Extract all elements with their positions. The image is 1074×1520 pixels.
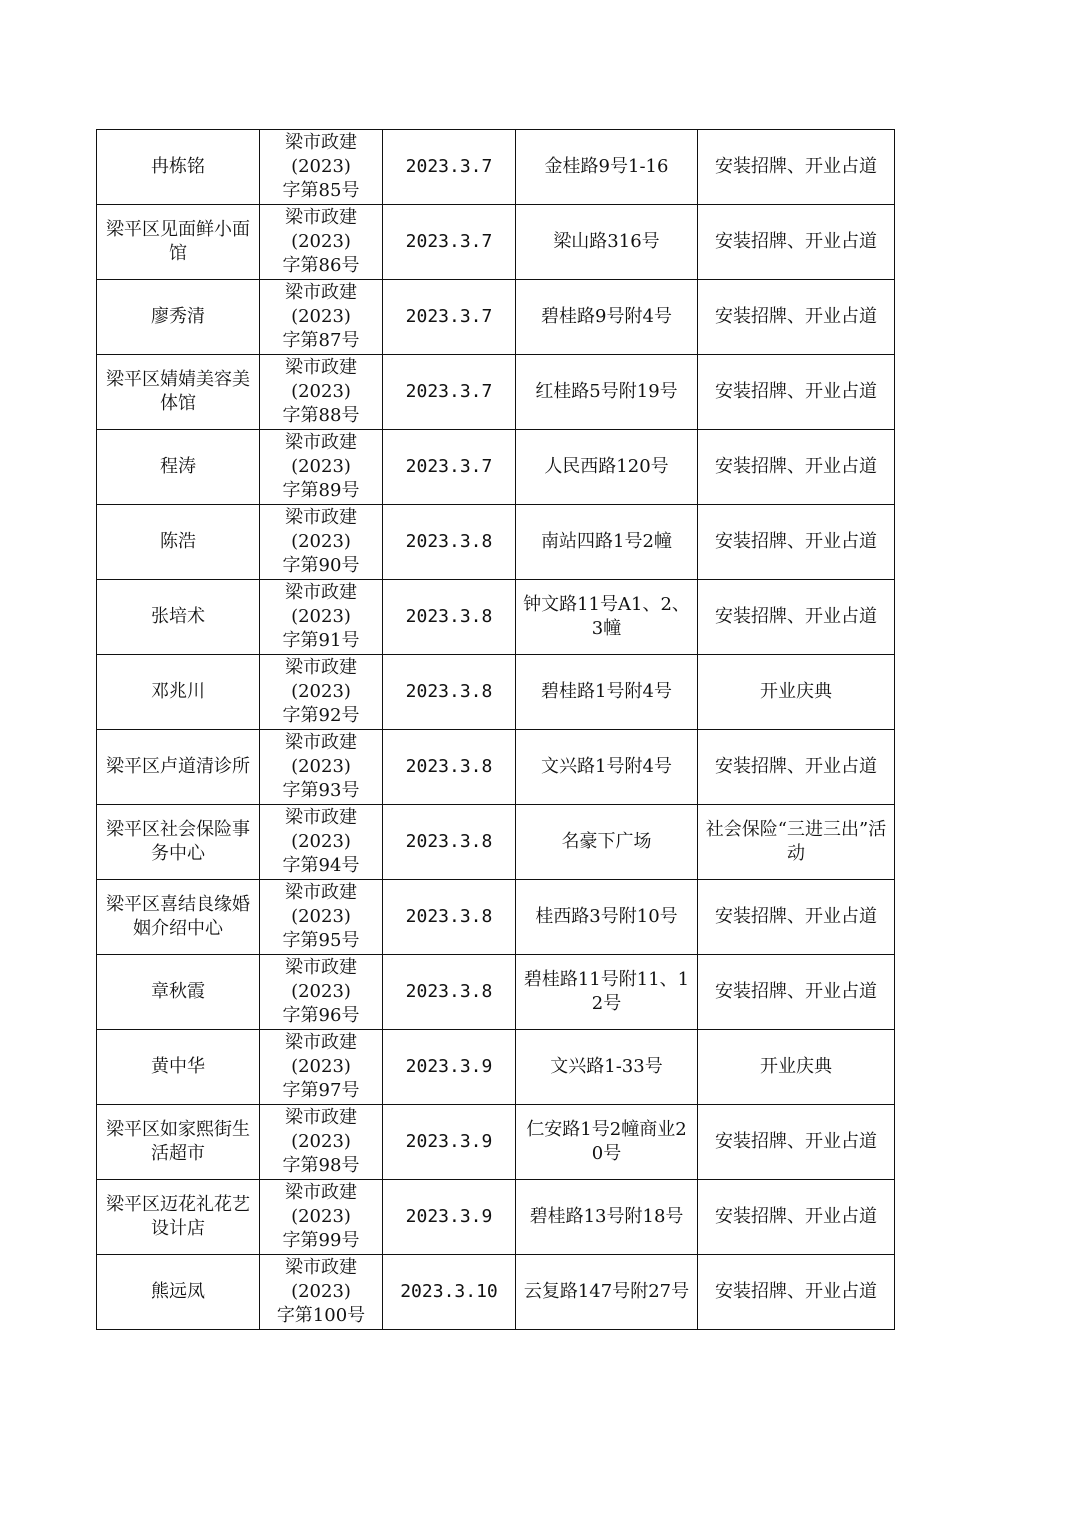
table-row [97, 880, 895, 955]
applicant-cell: 梁平区见面鲜小面馆 [97, 205, 260, 280]
permit-number-line: 字第88号 [282, 405, 360, 426]
date-cell: 2023.3.8 [383, 730, 516, 805]
permit-number-cell [260, 880, 383, 955]
address-cell: 人民西路120号 [516, 430, 698, 505]
applicant-cell: 熊远凤 [97, 1255, 260, 1330]
permit-number-cell [260, 130, 383, 205]
permit-number-cell [260, 1255, 383, 1330]
purpose-cell: 安装招牌、开业占道 [698, 355, 895, 430]
date-cell: 2023.3.8 [383, 880, 516, 955]
permit-number-line: (2023) [291, 1281, 351, 1302]
date-cell: 2023.3.8 [383, 580, 516, 655]
applicant-cell: 程涛 [97, 430, 260, 505]
permit-number-line: 字第85号 [282, 180, 360, 201]
table-row [97, 1030, 895, 1105]
permit-number-line: 字第95号 [282, 930, 360, 951]
address-cell: 碧桂路13号附18号 [516, 1180, 698, 1255]
permit-number-line: (2023) [291, 1056, 351, 1077]
address-cell: 南站四路1号2幢 [516, 505, 698, 580]
permit-number-line: 字第94号 [282, 855, 360, 876]
permit-number-cell [260, 580, 383, 655]
applicant-cell: 梁平区婧婧美容美体馆 [97, 355, 260, 430]
permit-number-line: (2023) [291, 681, 351, 702]
date-cell: 2023.3.7 [383, 205, 516, 280]
date-cell: 2023.3.8 [383, 805, 516, 880]
permit-number-line: (2023) [291, 531, 351, 552]
table-row [97, 955, 895, 1030]
address-cell: 文兴路1号附4号 [516, 730, 698, 805]
table-row [97, 505, 895, 580]
permit-number-line: 梁市政建 [285, 807, 357, 828]
applicant-cell: 梁平区喜结良缘婚姻介绍中心 [97, 880, 260, 955]
permit-number-cell [260, 655, 383, 730]
table-row [97, 1180, 895, 1255]
date-cell: 2023.3.7 [383, 130, 516, 205]
permit-number-line: (2023) [291, 1131, 351, 1152]
permit-number-line: 梁市政建 [285, 432, 357, 453]
table-row [97, 280, 895, 355]
table-row [97, 1105, 895, 1180]
permit-number-line: 字第89号 [282, 480, 360, 501]
permit-number-line: 梁市政建 [285, 132, 357, 153]
purpose-cell: 安装招牌、开业占道 [698, 1180, 895, 1255]
permit-number-line: 字第98号 [282, 1155, 360, 1176]
date-cell: 2023.3.9 [383, 1105, 516, 1180]
permit-number-line: 字第96号 [282, 1005, 360, 1026]
purpose-cell: 开业庆典 [698, 655, 895, 730]
permit-number-line: 字第87号 [282, 330, 360, 351]
date-cell: 2023.3.8 [383, 505, 516, 580]
date-cell: 2023.3.9 [383, 1180, 516, 1255]
purpose-cell: 开业庆典 [698, 1030, 895, 1105]
purpose-cell: 安装招牌、开业占道 [698, 880, 895, 955]
permit-number-line: (2023) [291, 981, 351, 1002]
permit-number-line: 字第92号 [282, 705, 360, 726]
permit-number-line: 梁市政建 [285, 282, 357, 303]
permit-number-cell [260, 505, 383, 580]
permit-number-line: 梁市政建 [285, 582, 357, 603]
permit-table [96, 129, 895, 1330]
permit-number-line: 梁市政建 [285, 507, 357, 528]
address-cell: 碧桂路1号附4号 [516, 655, 698, 730]
address-cell: 文兴路1-33号 [516, 1030, 698, 1105]
purpose-cell: 社会保险“三进三出”活动 [698, 805, 895, 880]
permit-number-line: (2023) [291, 456, 351, 477]
applicant-cell: 邓兆川 [97, 655, 260, 730]
permit-number-line: (2023) [291, 756, 351, 777]
address-cell: 名豪下广场 [516, 805, 698, 880]
permit-number-cell [260, 280, 383, 355]
permit-number-line: 字第86号 [282, 255, 360, 276]
applicant-cell: 梁平区如家熙街生活超市 [97, 1105, 260, 1180]
permit-number-line: (2023) [291, 156, 351, 177]
address-cell: 红桂路5号附19号 [516, 355, 698, 430]
table-row [97, 730, 895, 805]
applicant-cell: 梁平区迈花礼花艺设计店 [97, 1180, 260, 1255]
permit-number-line: 梁市政建 [285, 882, 357, 903]
date-cell: 2023.3.8 [383, 655, 516, 730]
permit-number-cell [260, 1180, 383, 1255]
address-cell: 金桂路9号1-16 [516, 130, 698, 205]
applicant-cell: 陈浩 [97, 505, 260, 580]
purpose-cell: 安装招牌、开业占道 [698, 130, 895, 205]
address-cell: 云复路147号附27号 [516, 1255, 698, 1330]
table-row [97, 1255, 895, 1330]
permit-number-line: 梁市政建 [285, 657, 357, 678]
purpose-cell: 安装招牌、开业占道 [698, 1255, 895, 1330]
permit-number-line: 梁市政建 [285, 1182, 357, 1203]
purpose-cell: 安装招牌、开业占道 [698, 505, 895, 580]
purpose-cell: 安装招牌、开业占道 [698, 280, 895, 355]
applicant-cell: 冉栋铭 [97, 130, 260, 205]
permit-number-cell [260, 1105, 383, 1180]
applicant-cell: 张培术 [97, 580, 260, 655]
applicant-cell: 梁平区社会保险事务中心 [97, 805, 260, 880]
permit-number-line: (2023) [291, 231, 351, 252]
purpose-cell: 安装招牌、开业占道 [698, 580, 895, 655]
table-row [97, 130, 895, 205]
permit-number-line: (2023) [291, 831, 351, 852]
date-cell: 2023.3.8 [383, 955, 516, 1030]
permit-table-body [97, 130, 895, 1330]
address-cell: 桂西路3号附10号 [516, 880, 698, 955]
purpose-cell: 安装招牌、开业占道 [698, 730, 895, 805]
address-cell: 钟文路11号A1、2、3幢 [516, 580, 698, 655]
date-cell: 2023.3.7 [383, 280, 516, 355]
permit-number-line: (2023) [291, 306, 351, 327]
table-row [97, 355, 895, 430]
purpose-cell: 安装招牌、开业占道 [698, 955, 895, 1030]
purpose-cell: 安装招牌、开业占道 [698, 1105, 895, 1180]
permit-number-line: (2023) [291, 906, 351, 927]
table-row [97, 430, 895, 505]
table-row [97, 580, 895, 655]
table-row [97, 655, 895, 730]
purpose-cell: 安装招牌、开业占道 [698, 205, 895, 280]
permit-number-line: 梁市政建 [285, 1032, 357, 1053]
permit-number-line: 字第99号 [282, 1230, 360, 1251]
purpose-cell: 安装招牌、开业占道 [698, 430, 895, 505]
permit-number-cell [260, 1030, 383, 1105]
permit-number-line: (2023) [291, 381, 351, 402]
date-cell: 2023.3.7 [383, 355, 516, 430]
permit-number-line: 字第90号 [282, 555, 360, 576]
permit-number-line: 字第91号 [282, 630, 360, 651]
permit-number-line: 字第93号 [282, 780, 360, 801]
permit-number-line: (2023) [291, 606, 351, 627]
date-cell: 2023.3.7 [383, 430, 516, 505]
applicant-cell: 廖秀清 [97, 280, 260, 355]
applicant-cell: 章秋霞 [97, 955, 260, 1030]
table-row [97, 205, 895, 280]
permit-number-line: 梁市政建 [285, 1107, 357, 1128]
permit-number-line: 字第100号 [276, 1305, 366, 1326]
permit-number-line: 梁市政建 [285, 957, 357, 978]
permit-number-line: 字第97号 [282, 1080, 360, 1101]
permit-number-cell [260, 355, 383, 430]
date-cell: 2023.3.10 [383, 1255, 516, 1330]
address-cell: 碧桂路9号附4号 [516, 280, 698, 355]
permit-number-cell [260, 955, 383, 1030]
permit-number-line: 梁市政建 [285, 357, 357, 378]
address-cell: 梁山路316号 [516, 205, 698, 280]
permit-number-line: (2023) [291, 1206, 351, 1227]
permit-number-line: 梁市政建 [285, 1257, 357, 1278]
permit-number-cell [260, 430, 383, 505]
permit-number-line: 梁市政建 [285, 207, 357, 228]
permit-number-cell [260, 205, 383, 280]
permit-number-cell [260, 730, 383, 805]
address-cell: 碧桂路11号附11、12号 [516, 955, 698, 1030]
applicant-cell: 黄中华 [97, 1030, 260, 1105]
date-cell: 2023.3.9 [383, 1030, 516, 1105]
permit-number-cell [260, 805, 383, 880]
applicant-cell: 梁平区卢道清诊所 [97, 730, 260, 805]
table-row [97, 805, 895, 880]
permit-number-line: 梁市政建 [285, 732, 357, 753]
address-cell: 仁安路1号2幢商业20号 [516, 1105, 698, 1180]
